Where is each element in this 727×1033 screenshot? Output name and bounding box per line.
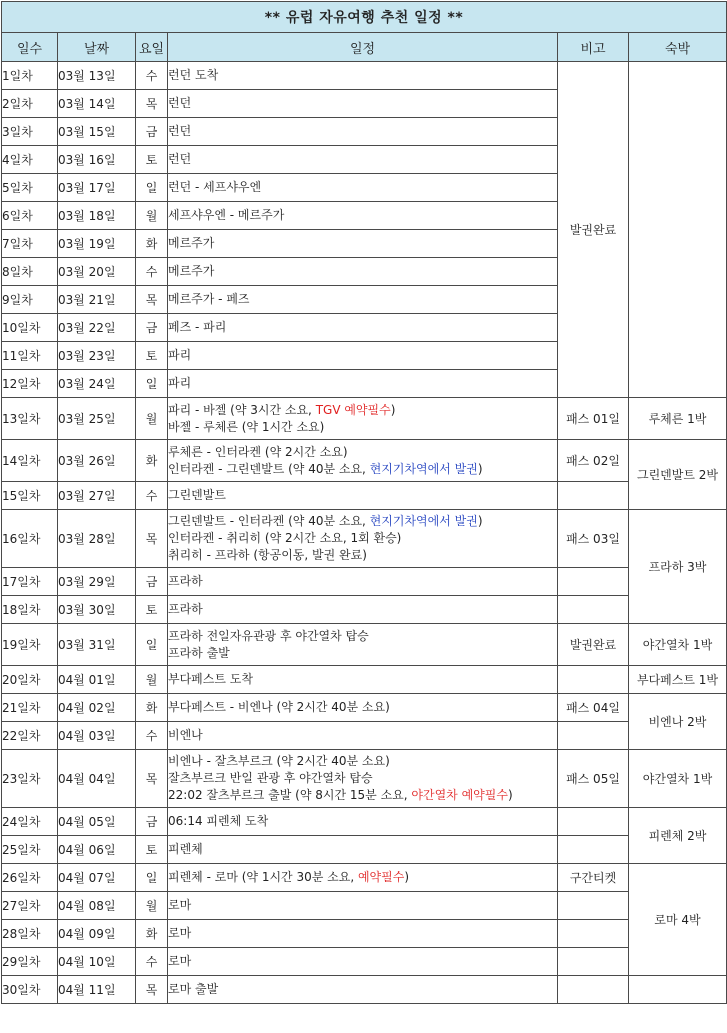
schedule-cell	[168, 398, 558, 440]
schedule-line	[168, 897, 557, 914]
schedule-line	[168, 291, 557, 308]
title-row	[2, 2, 727, 33]
schedule-text: 메르주가	[168, 236, 215, 250]
schedule-cell	[168, 440, 558, 482]
schedule-cell	[168, 482, 558, 510]
table-row	[2, 398, 727, 440]
schedule-text: 비엔나	[168, 728, 203, 742]
weekday-cell: 월	[136, 398, 168, 440]
schedule-cell	[168, 864, 558, 892]
day-cell: 16일차	[2, 510, 58, 568]
lodging-cell: 그린덴발트 2박	[629, 440, 727, 510]
weekday-cell: 화	[136, 230, 168, 258]
schedule-line	[168, 699, 557, 716]
schedule-cell	[168, 230, 558, 258]
schedule-cell	[168, 750, 558, 808]
note-cell: 발권완료	[558, 624, 629, 666]
schedule-line	[168, 179, 557, 196]
date-cell: 03월 14일	[58, 90, 136, 118]
table-row	[2, 624, 727, 666]
schedule-text: 취리히 - 프라하 (항공이동, 발권 완료)	[168, 548, 367, 562]
schedule-cell	[168, 722, 558, 750]
day-cell: 28일차	[2, 920, 58, 948]
schedule-text: 야간열차 예약필수	[411, 788, 508, 802]
schedule-text: 피렌체 - 로마 (약 1시간 30분 소요,	[168, 870, 358, 884]
date-cell: 03월 29일	[58, 568, 136, 596]
date-cell: 03월 21일	[58, 286, 136, 314]
lodging-cell	[629, 62, 727, 398]
day-cell: 8일차	[2, 258, 58, 286]
schedule-cell	[168, 836, 558, 864]
weekday-cell: 일	[136, 864, 168, 892]
schedule-cell	[168, 258, 558, 286]
lodging-cell: 로마 4박	[629, 864, 727, 976]
schedule-cell	[168, 666, 558, 694]
date-cell: 04월 02일	[58, 694, 136, 722]
note-cell	[558, 948, 629, 976]
schedule-text: 현지기차역에서 발권	[369, 461, 478, 476]
schedule-line	[168, 869, 557, 886]
weekday-cell: 화	[136, 694, 168, 722]
header-note: 비고	[558, 33, 629, 62]
day-cell: 26일차	[2, 864, 58, 892]
weekday-cell: 일	[136, 370, 168, 398]
weekday-cell: 화	[136, 920, 168, 948]
note-cell: 패스 04일	[558, 694, 629, 722]
note-cell	[558, 892, 629, 920]
schedule-text: 로마	[168, 898, 192, 912]
schedule-text: 런던	[168, 124, 192, 138]
weekday-cell: 목	[136, 510, 168, 568]
date-cell: 03월 30일	[58, 596, 136, 624]
note-cell	[558, 808, 629, 836]
schedule-cell	[168, 202, 558, 230]
schedule-line	[168, 573, 557, 590]
weekday-cell: 금	[136, 314, 168, 342]
day-cell: 9일차	[2, 286, 58, 314]
note-cell	[558, 976, 629, 1004]
itinerary-body	[2, 2, 727, 1004]
weekday-cell: 월	[136, 202, 168, 230]
schedule-text: 로마 출발	[168, 982, 219, 996]
day-cell: 25일차	[2, 836, 58, 864]
schedule-text: 파리	[168, 348, 192, 362]
schedule-cell	[168, 146, 558, 174]
day-cell: 3일차	[2, 118, 58, 146]
schedule-line	[168, 95, 557, 112]
schedule-line	[168, 375, 557, 392]
note-cell	[558, 568, 629, 596]
weekday-cell: 목	[136, 90, 168, 118]
lodging-cell	[629, 976, 727, 1004]
schedule-text: 비엔나 - 잘츠부르크 (약 2시간 40분 소요)	[168, 754, 390, 768]
schedule-cell	[168, 596, 558, 624]
day-cell: 6일차	[2, 202, 58, 230]
date-cell: 04월 06일	[58, 836, 136, 864]
day-cell: 15일차	[2, 482, 58, 510]
note-cell	[558, 722, 629, 750]
schedule-line	[168, 601, 557, 618]
note-cell: 발권완료	[558, 62, 629, 398]
schedule-text: 프라하	[168, 574, 203, 588]
date-cell: 03월 31일	[58, 624, 136, 666]
day-cell: 2일차	[2, 90, 58, 118]
date-cell: 03월 20일	[58, 258, 136, 286]
day-cell: 18일차	[2, 596, 58, 624]
schedule-line	[168, 402, 557, 419]
date-cell: 04월 08일	[58, 892, 136, 920]
schedule-text: 22:02 잘츠부르크 출발 (약 8시간 15분 소요,	[168, 788, 412, 802]
table-row	[2, 694, 727, 722]
lodging-cell: 루체른 1박	[629, 398, 727, 440]
weekday-cell: 토	[136, 836, 168, 864]
date-cell: 04월 01일	[58, 666, 136, 694]
schedule-text: 그린덴발트	[168, 488, 226, 502]
table-row	[2, 836, 727, 864]
schedule-text: 프라하	[168, 602, 203, 616]
schedule-text: 예약필수	[357, 870, 405, 884]
date-cell: 03월 25일	[58, 398, 136, 440]
schedule-text: 페즈 - 파리	[168, 320, 227, 334]
lodging-cell: 피렌체 2박	[629, 808, 727, 864]
lodging-cell: 부다페스트 1박	[629, 666, 727, 694]
lodging-cell: 비엔나 2박	[629, 694, 727, 750]
note-cell	[558, 666, 629, 694]
table-row	[2, 440, 727, 482]
weekday-cell: 수	[136, 482, 168, 510]
table-row	[2, 722, 727, 750]
schedule-text: 메르주가 - 페즈	[168, 292, 250, 306]
schedule-cell	[168, 694, 558, 722]
weekday-cell: 화	[136, 440, 168, 482]
schedule-text: 인터라켄 - 취리히 (약 2시간 소요, 1회 환승)	[168, 531, 402, 545]
schedule-text: 부다페스트 - 비엔나 (약 2시간 40분 소요)	[168, 700, 390, 714]
schedule-line	[168, 547, 557, 564]
weekday-cell: 월	[136, 666, 168, 694]
note-cell	[558, 836, 629, 864]
schedule-text: 06:14 피렌체 도착	[168, 814, 269, 828]
weekday-cell: 토	[136, 342, 168, 370]
schedule-text: 프라하 출발	[168, 645, 230, 660]
date-cell: 03월 23일	[58, 342, 136, 370]
schedule-text: 피렌체	[168, 842, 203, 856]
header-date: 날짜	[58, 33, 136, 62]
note-cell	[558, 482, 629, 510]
schedule-line	[168, 841, 557, 858]
schedule-line	[168, 813, 557, 830]
schedule-line	[168, 319, 557, 336]
schedule-text: 바젤 - 루체른 (약 1시간 소요)	[168, 419, 325, 434]
schedule-cell	[168, 342, 558, 370]
table-row	[2, 596, 727, 624]
weekday-cell: 수	[136, 62, 168, 90]
date-cell: 03월 24일	[58, 370, 136, 398]
table-row	[2, 948, 727, 976]
date-cell: 04월 04일	[58, 750, 136, 808]
schedule-line	[168, 461, 557, 478]
schedule-cell	[168, 624, 558, 666]
weekday-cell: 목	[136, 976, 168, 1004]
lodging-cell: 야간열차 1박	[629, 624, 727, 666]
schedule-text: 런던 - 세프샤우엔	[168, 180, 262, 194]
schedule-cell	[168, 948, 558, 976]
date-cell: 03월 22일	[58, 314, 136, 342]
table-row	[2, 510, 727, 568]
day-cell: 23일차	[2, 750, 58, 808]
schedule-text: 로마	[168, 926, 192, 940]
day-cell: 12일차	[2, 370, 58, 398]
schedule-line	[168, 123, 557, 140]
schedule-text: )	[390, 402, 396, 417]
schedule-cell	[168, 370, 558, 398]
schedule-text: 그린덴발트 - 인터라켄 (약 40분 소요,	[168, 514, 370, 528]
schedule-text: 런던	[168, 96, 192, 110]
schedule-line	[168, 770, 557, 787]
weekday-cell: 토	[136, 146, 168, 174]
note-cell: 패스 01일	[558, 398, 629, 440]
schedule-text: 메르주가	[168, 264, 215, 278]
schedule-cell	[168, 510, 558, 568]
table-row	[2, 666, 727, 694]
table-row	[2, 808, 727, 836]
header-lodging: 숙박	[629, 33, 727, 62]
day-cell: 1일차	[2, 62, 58, 90]
date-cell: 03월 27일	[58, 482, 136, 510]
date-cell: 03월 28일	[58, 510, 136, 568]
date-cell: 04월 09일	[58, 920, 136, 948]
schedule-line	[168, 628, 557, 645]
day-cell: 29일차	[2, 948, 58, 976]
date-cell: 03월 15일	[58, 118, 136, 146]
schedule-text: 프라하 전일자유관광 후 야간열차 탑승	[168, 628, 369, 643]
day-cell: 24일차	[2, 808, 58, 836]
date-cell: 03월 13일	[58, 62, 136, 90]
weekday-cell: 수	[136, 722, 168, 750]
date-cell: 04월 07일	[58, 864, 136, 892]
note-cell: 구간티켓	[558, 864, 629, 892]
weekday-cell: 일	[136, 624, 168, 666]
schedule-line	[168, 235, 557, 252]
schedule-line	[168, 787, 557, 804]
schedule-text: 세프샤우엔 - 메르주가	[168, 208, 285, 222]
schedule-cell	[168, 90, 558, 118]
schedule-line	[168, 925, 557, 942]
day-cell: 4일차	[2, 146, 58, 174]
schedule-line	[168, 513, 557, 530]
date-cell: 03월 17일	[58, 174, 136, 202]
schedule-cell	[168, 62, 558, 90]
weekday-cell: 금	[136, 808, 168, 836]
date-cell: 04월 03일	[58, 722, 136, 750]
schedule-cell	[168, 118, 558, 146]
date-cell: 03월 19일	[58, 230, 136, 258]
day-cell: 11일차	[2, 342, 58, 370]
table-row	[2, 568, 727, 596]
date-cell: 04월 11일	[58, 976, 136, 1004]
itinerary-table	[1, 1, 727, 1004]
schedule-text: )	[507, 788, 513, 802]
schedule-text: )	[404, 870, 410, 884]
table-row	[2, 976, 727, 1004]
schedule-line	[168, 487, 557, 504]
schedule-text: 현지기차역에서 발권	[369, 514, 478, 528]
date-cell: 03월 16일	[58, 146, 136, 174]
table-row	[2, 62, 727, 90]
header-row	[2, 33, 727, 62]
note-cell: 패스 03일	[558, 510, 629, 568]
schedule-line	[168, 444, 557, 461]
schedule-text: 루체른 - 인터라켄 (약 2시간 소요)	[168, 444, 348, 459]
schedule-line	[168, 207, 557, 224]
day-cell: 10일차	[2, 314, 58, 342]
schedule-cell	[168, 976, 558, 1004]
day-cell: 21일차	[2, 694, 58, 722]
weekday-cell: 수	[136, 948, 168, 976]
day-cell: 27일차	[2, 892, 58, 920]
schedule-cell	[168, 314, 558, 342]
schedule-line	[168, 419, 557, 436]
day-cell: 22일차	[2, 722, 58, 750]
schedule-text: 로마	[168, 954, 192, 968]
schedule-line	[168, 753, 557, 770]
date-cell: 04월 10일	[58, 948, 136, 976]
schedule-text: 파리 - 바젤 (약 3시간 소요,	[168, 402, 316, 417]
note-cell: 패스 05일	[558, 750, 629, 808]
table-row	[2, 892, 727, 920]
date-cell: 04월 05일	[58, 808, 136, 836]
schedule-cell	[168, 808, 558, 836]
schedule-line	[168, 671, 557, 688]
weekday-cell: 목	[136, 750, 168, 808]
schedule-line	[168, 151, 557, 168]
weekday-cell: 수	[136, 258, 168, 286]
page-title: ** 유럽 자유여행 추천 일정 **	[2, 2, 727, 33]
schedule-text: 부다페스트 도착	[168, 672, 253, 686]
schedule-line	[168, 645, 557, 662]
schedule-line	[168, 953, 557, 970]
schedule-text: 파리	[168, 376, 192, 390]
lodging-cell: 프라하 3박	[629, 510, 727, 624]
weekday-cell: 금	[136, 568, 168, 596]
schedule-text: TGV 예약필수	[315, 402, 391, 417]
schedule-cell	[168, 920, 558, 948]
schedule-text: 런던	[168, 152, 192, 166]
schedule-text: 런던 도착	[168, 68, 219, 82]
day-cell: 20일차	[2, 666, 58, 694]
schedule-line	[168, 347, 557, 364]
day-cell: 30일차	[2, 976, 58, 1004]
table-row	[2, 750, 727, 808]
weekday-cell: 목	[136, 286, 168, 314]
table-row	[2, 482, 727, 510]
header-day: 일수	[2, 33, 58, 62]
day-cell: 19일차	[2, 624, 58, 666]
schedule-cell	[168, 174, 558, 202]
date-cell: 03월 26일	[58, 440, 136, 482]
day-cell: 14일차	[2, 440, 58, 482]
date-cell: 03월 18일	[58, 202, 136, 230]
schedule-text: )	[477, 461, 483, 476]
weekday-cell: 일	[136, 174, 168, 202]
header-schedule: 일정	[168, 33, 558, 62]
note-cell	[558, 596, 629, 624]
table-row	[2, 920, 727, 948]
weekday-cell: 월	[136, 892, 168, 920]
day-cell: 13일차	[2, 398, 58, 440]
schedule-line	[168, 530, 557, 547]
lodging-cell: 야간열차 1박	[629, 750, 727, 808]
weekday-cell: 금	[136, 118, 168, 146]
schedule-text: 잘츠부르크 반일 관광 후 야간열차 탑승	[168, 771, 373, 785]
schedule-text: )	[477, 514, 483, 528]
header-weekday: 요일	[136, 33, 168, 62]
schedule-text: 인터라켄 - 그린덴발트 (약 40분 소요,	[168, 461, 370, 476]
day-cell: 17일차	[2, 568, 58, 596]
day-cell: 7일차	[2, 230, 58, 258]
schedule-line	[168, 67, 557, 84]
schedule-line	[168, 727, 557, 744]
schedule-cell	[168, 892, 558, 920]
schedule-line	[168, 981, 557, 998]
note-cell	[558, 920, 629, 948]
schedule-line	[168, 263, 557, 280]
schedule-cell	[168, 286, 558, 314]
note-cell: 패스 02일	[558, 440, 629, 482]
weekday-cell: 토	[136, 596, 168, 624]
day-cell: 5일차	[2, 174, 58, 202]
table-row	[2, 864, 727, 892]
schedule-cell	[168, 568, 558, 596]
